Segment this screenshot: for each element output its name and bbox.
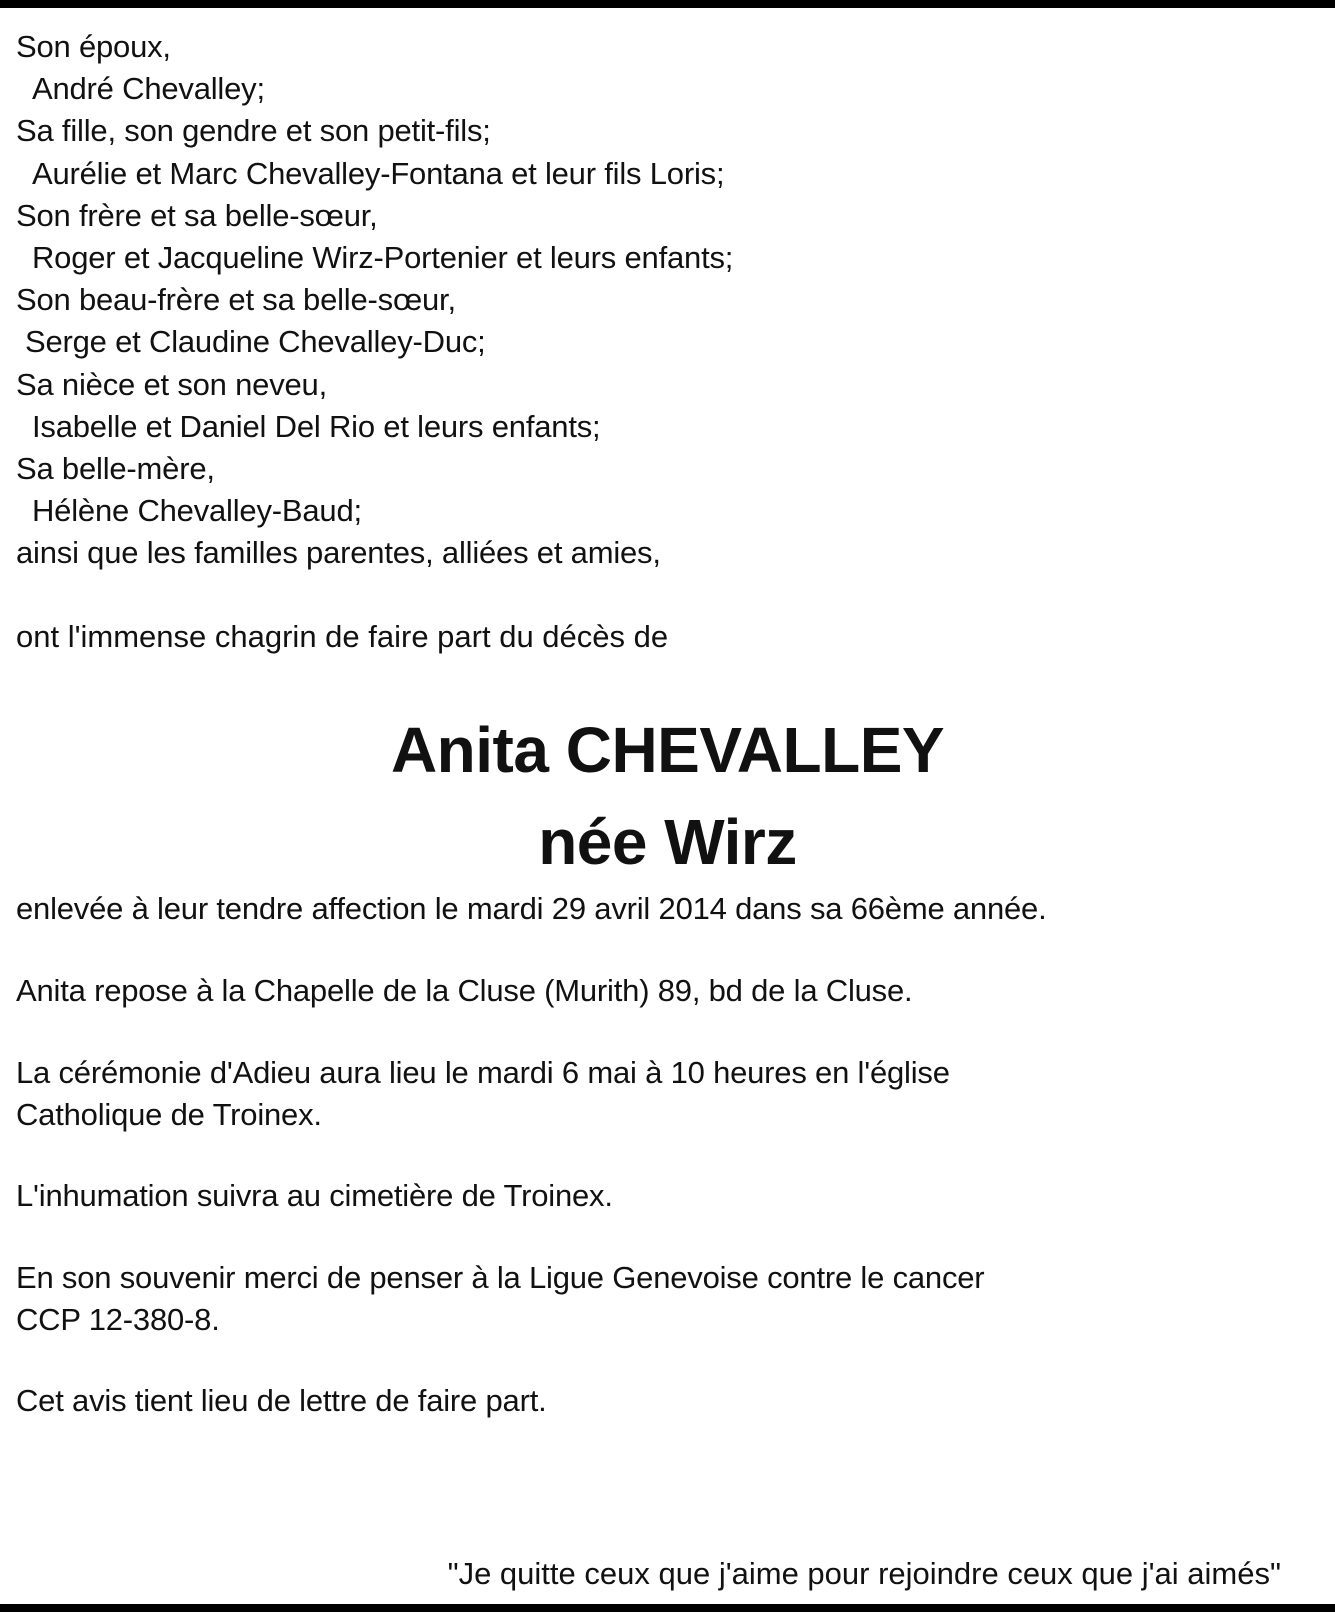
- repose-text: [16, 970, 1306, 1012]
- family-line-niece-relation: Sa nièce et son neveu,: [16, 366, 327, 402]
- family-line-mother-in-law-relation: Sa belle-mère,: [16, 450, 215, 486]
- notice-text: [16, 1380, 1306, 1422]
- passing-text: [16, 888, 1306, 930]
- family-line-daughter-names: Aurélie et Marc Chevalley-Fontana et leur fils Loris;: [32, 155, 725, 191]
- bottom-border-rule: [0, 1604, 1335, 1612]
- burial-text: [16, 1175, 1306, 1217]
- deceased-maiden-name: née Wirz: [538, 806, 797, 878]
- donation-line-2: CCP 12-380-8.: [16, 1302, 220, 1337]
- family-line-brother-in-law-names: Serge et Claudine Chevalley-Duc;: [25, 324, 486, 360]
- ceremony-text: [16, 1052, 1306, 1136]
- top-border-rule: [0, 0, 1335, 8]
- passing-line: enlevée à leur tendre affection le mardi 29 avril 2014 dans sa 66ème année.: [16, 891, 1047, 926]
- family-line-niece-names: Isabelle et Daniel Del Rio et leurs enfants;: [32, 408, 601, 444]
- ceremony-line-2: Catholique de Troinex.: [16, 1097, 322, 1132]
- notice-line: Cet avis tient lieu de lettre de faire part.: [16, 1383, 547, 1418]
- family-line-brother-relation: Son frère et sa belle-sœur,: [16, 197, 378, 233]
- announcement-text: ont l'immense chagrin de faire part du décès de: [16, 619, 669, 654]
- deceased-name-block: [0, 704, 1335, 888]
- family-line-extended: ainsi que les familles parentes, alliées et amies,: [16, 535, 661, 571]
- family-line-daughter-relation: Sa fille, son gendre et son petit-fils;: [16, 113, 491, 149]
- repose-line: Anita repose à la Chapelle de la Cluse (Murith) 89, bd de la Cluse.: [16, 973, 913, 1008]
- family-line-brother-names: Roger et Jacqueline Wirz-Portenier et leurs enfants;: [32, 239, 734, 275]
- donation-line-1: En son souvenir merci de penser à la Ligue Genevoise contre le cancer: [16, 1260, 985, 1295]
- burial-line: L'inhumation suivra au cimetière de Troinex.: [16, 1178, 613, 1213]
- donation-text: [16, 1257, 1306, 1341]
- family-line-mother-in-law-name: Hélène Chevalley-Baud;: [32, 493, 362, 529]
- deceased-name: Anita CHEVALLEY: [390, 714, 945, 786]
- ceremony-line-1: La cérémonie d'Adieu aura lieu le mardi 6 mai à 10 heures en l'église: [16, 1055, 950, 1090]
- family-line-spouse-relation: Son époux,: [16, 29, 171, 64]
- family-line-spouse-name: André Chevalley;: [32, 71, 265, 107]
- closing-quote: "Je quitte ceux que j'aime pour rejoindre ceux que j'ai aimés": [447, 1556, 1281, 1591]
- family-list: [16, 26, 1306, 574]
- family-line-brother-in-law-relation: Son beau-frère et sa belle-sœur,: [16, 282, 456, 318]
